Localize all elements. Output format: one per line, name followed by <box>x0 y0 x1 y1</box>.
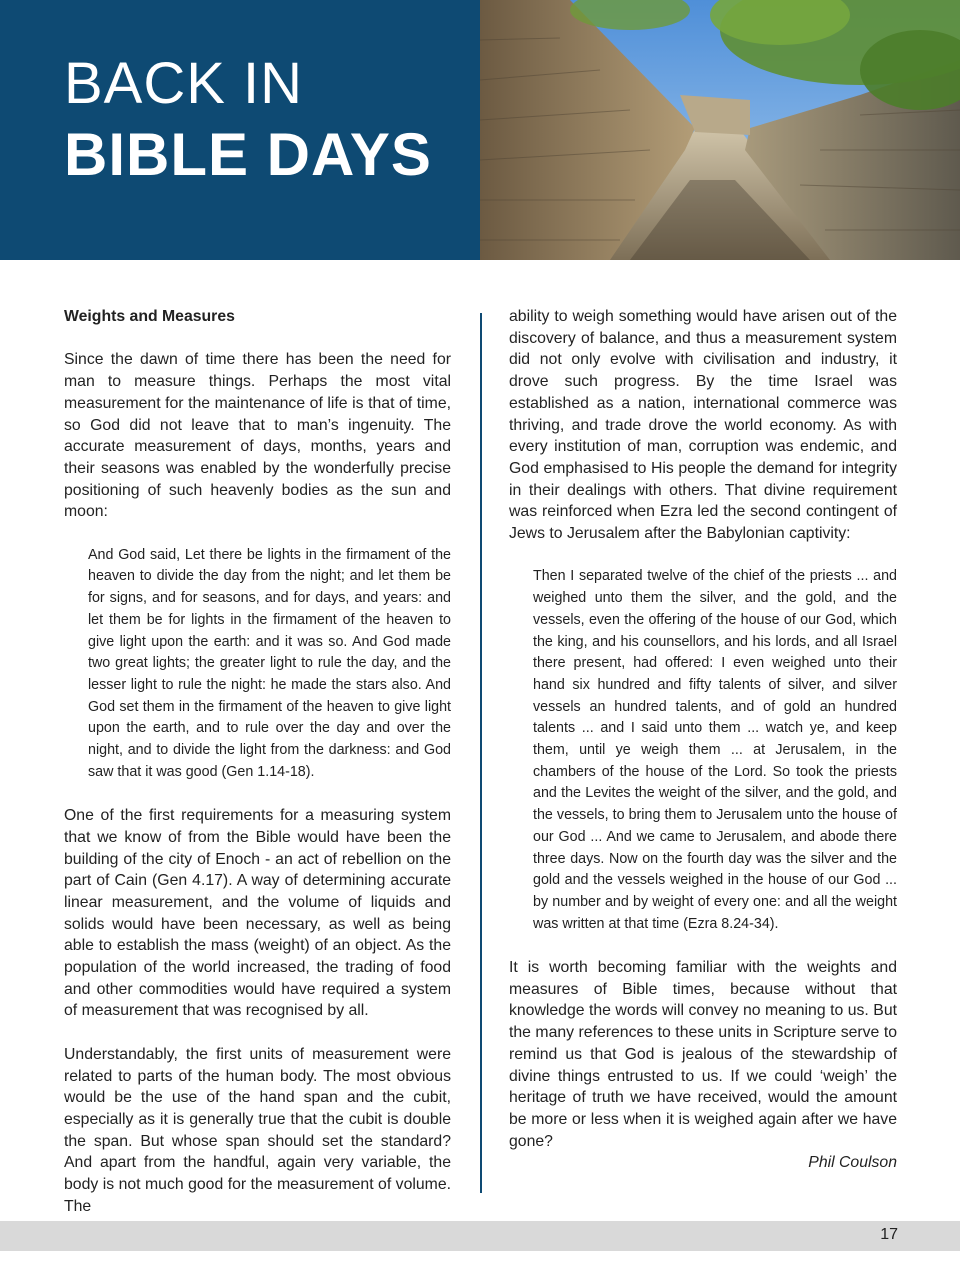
right-column <box>509 306 897 1174</box>
left-column <box>64 306 451 1217</box>
column-divider <box>480 313 482 1193</box>
author-signature: Phil Coulson <box>808 1154 897 1172</box>
paragraph: ability to weigh something would have arisen out of the discovery of balance, and thus a measurement system did not only evolve with civilisation and industry, it drove such progress. By the time Israel was established as a nation, international commerce was thriving, and trade drove the world economy. As with every institution of man, corruption was endemic, and God emphasised to His people the demand for integrity in their dealings with others. That divine requirement was reinforced when Ezra led the second contingent of Jews to Jerusalem after the Babylonian captivity: <box>509 308 897 543</box>
stone-path-photo <box>480 0 960 260</box>
paragraph: Understandably, the first units of measurement were related to parts of the human body. The most obvious would be the use of the hand span and the cubit, especially as it is generally true that the cubit is double the span. But whose span should set the standard? And apart from the handful, again very variable, the body is not much good for the measurement of volume. The <box>64 1045 451 1215</box>
paragraph: It is worth becoming familiar with the weights and measures of Bible times, because without that knowledge the words will convey no meaning to us. But the many references to these units in Scripture serve to remind us that God is jealous of the stewardship of divine things entrusted to us. If we could ‘weigh’ the heritage of truth we have received, would the amount be more or less when it is weighed again after we have gone? <box>509 959 897 1150</box>
paragraph: One of the first requirements for a measuring system that we know of from the Bible would have been the building of the city of Enoch - an act of rebellion on the part of Cain (Gen 4.17). A way of determining accurate linear measurement, and the volume of liquids and solids would have been necessary, as well as being able to establish the mass (weight) of an object. As the population of the world increased, the trading of food and other commodities would have required a system of measurement that was recognised by all. <box>64 807 451 1020</box>
footer-bar <box>0 1221 960 1251</box>
header-band <box>0 0 480 260</box>
title-line-1: BACK IN <box>64 51 304 116</box>
paragraph: Since the dawn of time there has been the need for man to measure things. Perhaps the most vital measurement for the maintenance of life is that of time, so God did not leave that to man’s ingenuity. The accurate measurement of days, months, years and their seasons was enabled by the wonderfully precise positioning of such heavenly bodies as the sun and moon: <box>64 351 451 521</box>
scripture-quote: And God said, Let there be lights in the firmament of the heaven to divide the day from the night; and let them be for signs, and for seasons, and for days, and years: and let them be for lights in the firmament of the heaven to give light upon the earth: and it was so. And God made two great lights; the greater light to rule the day, and the lesser light to rule the night: he made the stars also. And God set them in the firmament of the heaven to give light upon the earth, and to rule over the day and over the night, and to divide the light from the darkness: and God saw that it was good (Gen 1.14-18). <box>88 546 451 780</box>
page-number: 17 <box>880 1226 898 1243</box>
title-line-2: BIBLE DAYS <box>64 121 432 188</box>
article-heading: Weights and Measures <box>64 308 235 325</box>
scripture-quote: Then I separated twelve of the chief of the priests ... and weighed unto them the silver, and the gold, and the vessels, even the offering of the house of our God, which the king, and his counsellors, and his lords, and all Israel there present, had offered: I even weighed unto their hand six hundred and fifty talents of silver, and silver vessels an hundred talents, and of gold an hundred talents ... and I said unto them ... watch ye, and keep them, until ye weigh them ... at Jerusalem, in the chambers of the house of the Lord. So took the priests and the Levites the weight of the silver, and the gold, and the vessels, to bring them to Jerusalem unto the house of our God ... And we came to Jerusalem, and abode there three days. Now on the fourth day was the silver and the gold and the vessels weighed in the house of our God ... by number and by weight of every one: and all the weight was written at that time (Ezra 8.24-34). <box>533 568 897 932</box>
